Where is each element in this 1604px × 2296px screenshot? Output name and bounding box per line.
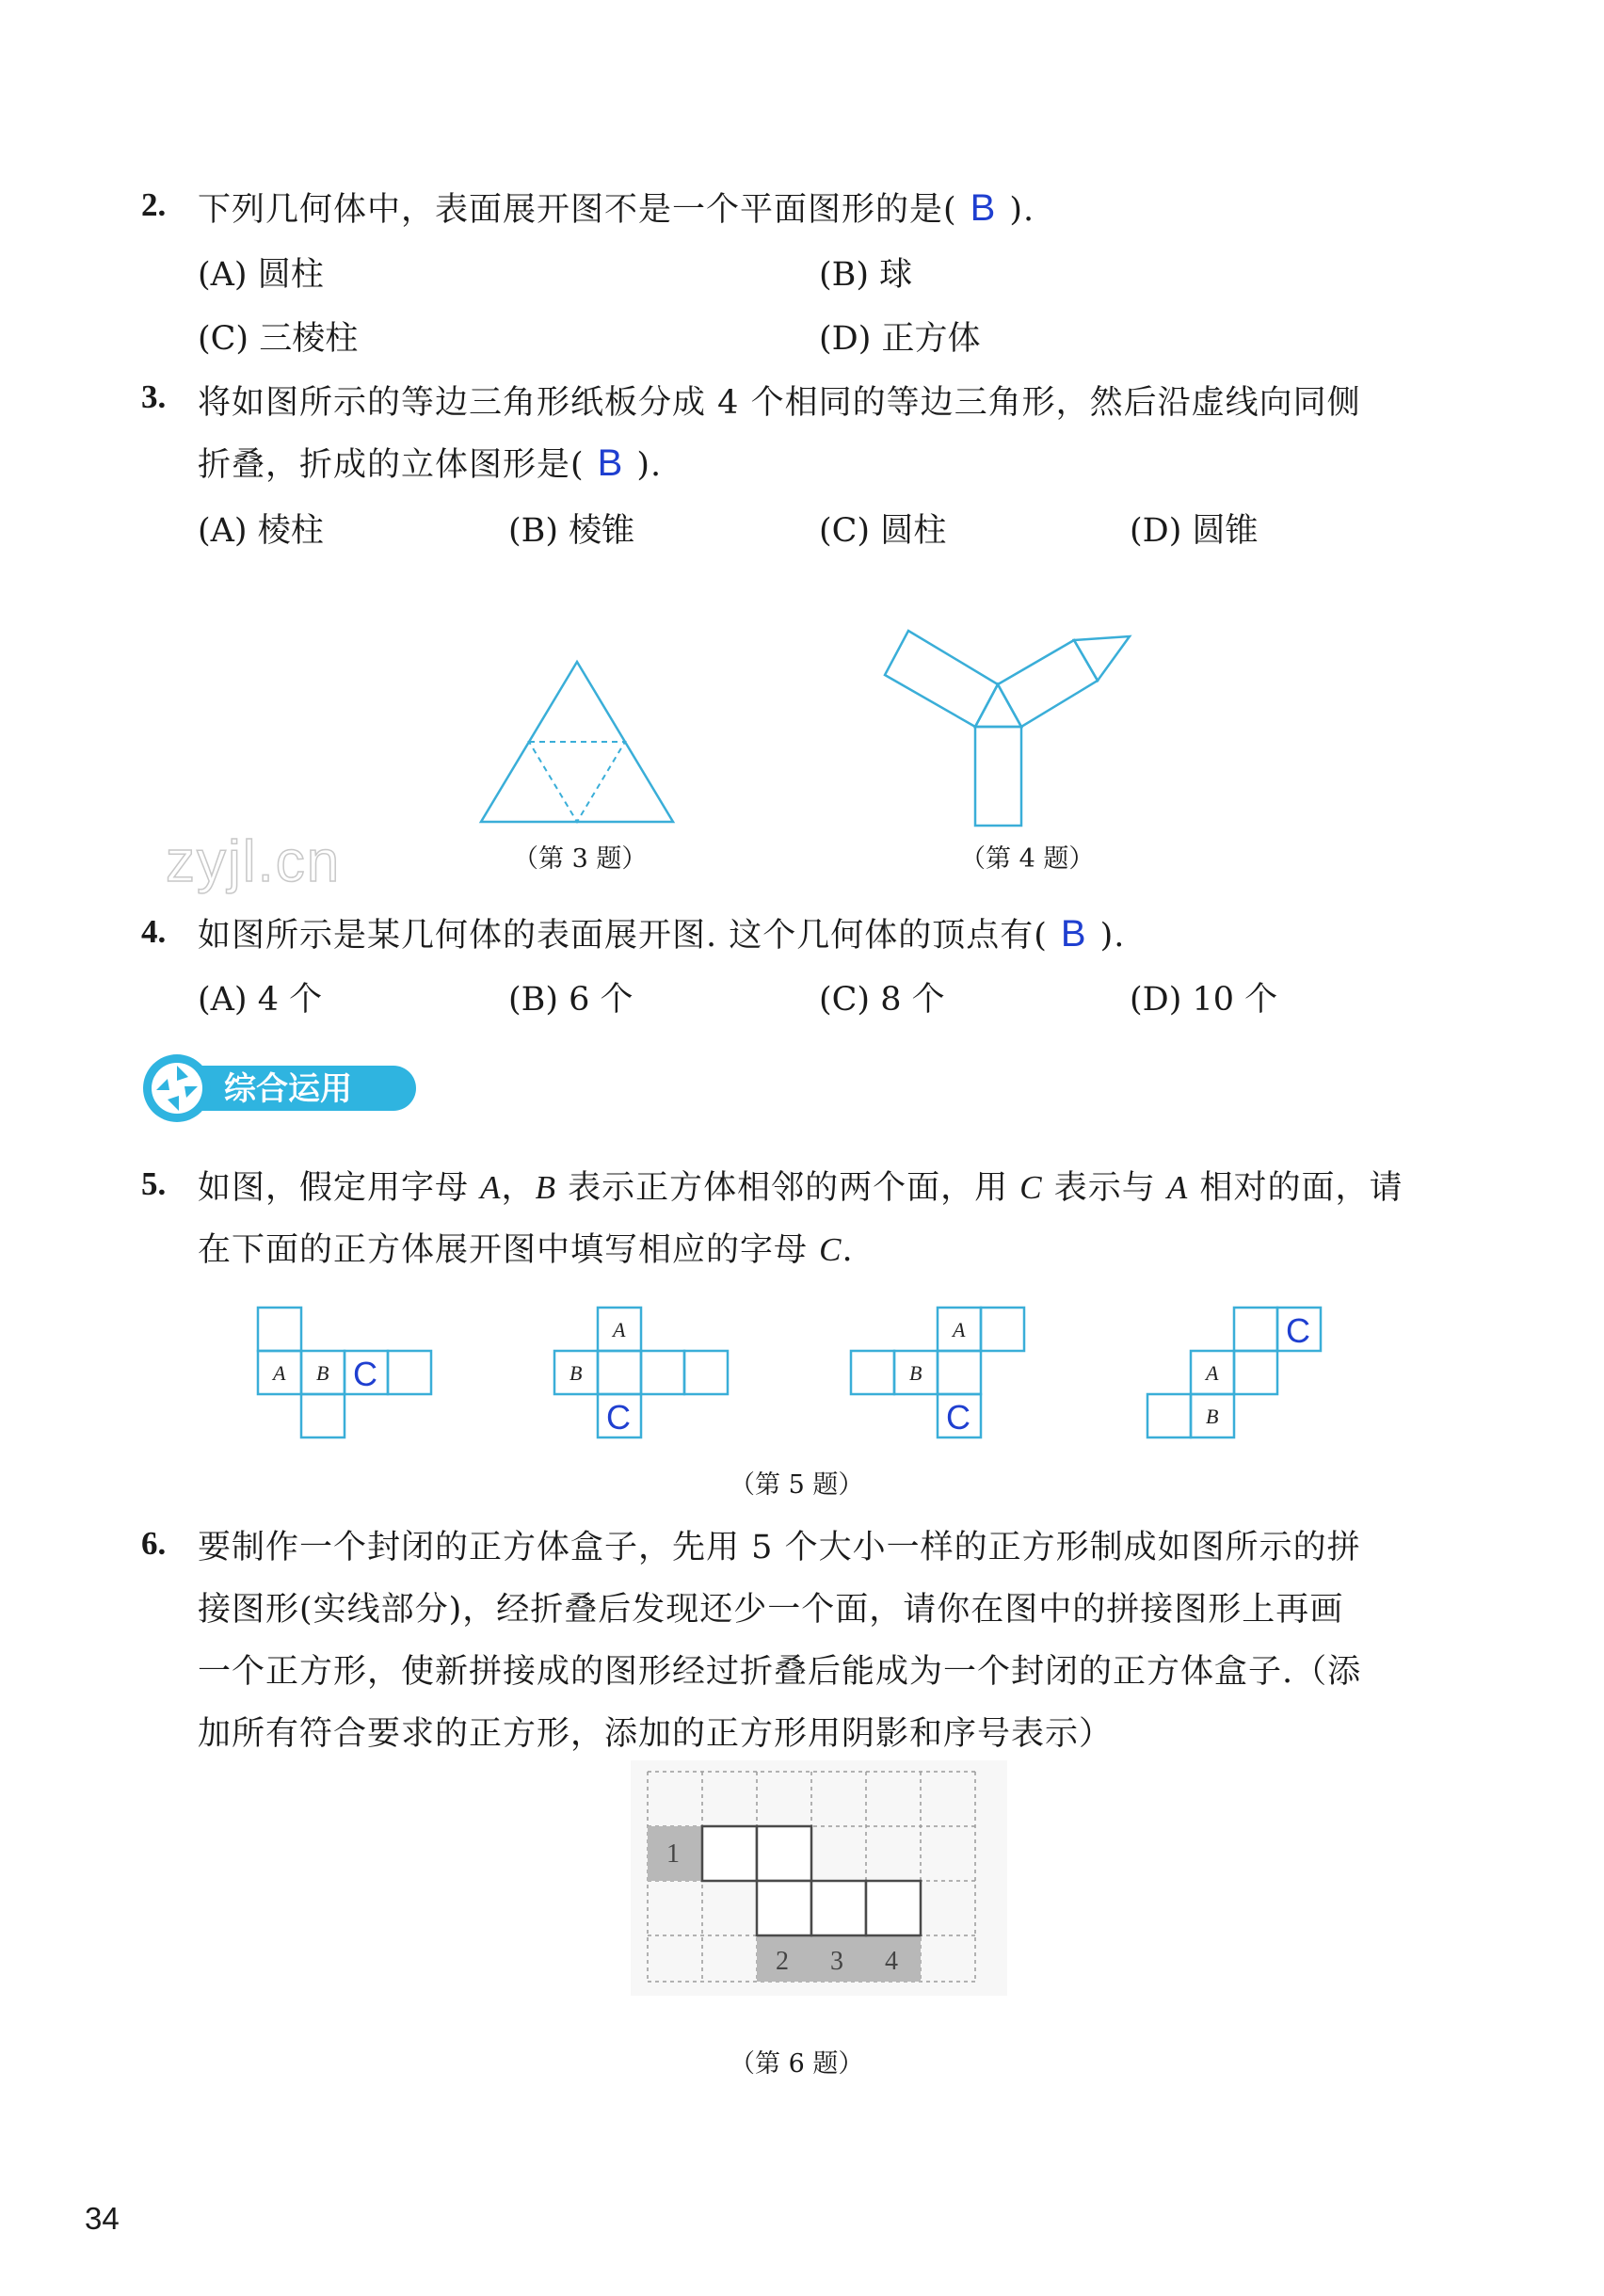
section-banner-shape [141, 1052, 424, 1124]
q5-net-1-answer: C [353, 1355, 377, 1393]
q5-net-2-answer: C [606, 1398, 631, 1437]
q3-line1 [198, 377, 1361, 424]
q2-option-b: (B) 球 [819, 256, 913, 294]
q6-line1 [198, 1521, 1361, 1568]
q3-line1-number: 4 [717, 384, 740, 422]
q5-text-5: 在下面的正方体展开图中填写相应的字母 [198, 1231, 809, 1269]
q3-line2-text: 折叠，折成的立体图形是( [198, 446, 585, 484]
q5-net-3-label-b: B [909, 1361, 922, 1385]
q5-net-3-label-a: A [953, 1318, 966, 1341]
q4-stem-text: 如图所示是某几何体的表面展开图. 这个几何体的顶点有( [198, 917, 1048, 955]
q5-net-4-label-a: A [1206, 1361, 1219, 1385]
q5-net-2-label-a: A [613, 1318, 626, 1341]
q6-text-1: 要制作一个封闭的正方体盒子，先用 [198, 1529, 741, 1566]
q3-triangle-figure [475, 654, 682, 833]
q5-net-1-label-a: A [273, 1361, 286, 1385]
q5-line2 [198, 1224, 854, 1271]
q2-stem-end: ). [1009, 191, 1035, 229]
q6-label-2: 2 [776, 1947, 789, 1976]
q5-comma: ， [501, 1169, 536, 1207]
q5-var-c2: C [819, 1231, 842, 1268]
q5-line1 [198, 1162, 1403, 1209]
q4-number: 4. [141, 913, 167, 950]
q4-stem [198, 909, 1125, 956]
q4-option-b: (B) 6 个 [508, 981, 634, 1019]
q2-answer: B [970, 187, 997, 229]
q5-net-2 [551, 1304, 739, 1445]
q5-net-4-answer: C [1286, 1311, 1310, 1350]
q3-option-d: (D) 圆锥 [1130, 512, 1259, 550]
q3-line1-text-a: 将如图所示的等边三角形纸板分成 [198, 384, 707, 422]
q5-net-1 [254, 1304, 442, 1445]
section-banner [141, 1052, 424, 1128]
q5-number: 5. [141, 1165, 167, 1202]
q3-line2-end: ). [636, 446, 663, 484]
q3-answer: B [597, 442, 624, 484]
q6-label-4: 4 [885, 1947, 898, 1976]
q5-text-4: 相对的面，请 [1199, 1169, 1404, 1207]
q5-caption: （第 5 题） [730, 1470, 864, 1500]
watermark-logo: zyjl.cn [166, 829, 342, 894]
q4-option-c: (C) 8 个 [819, 981, 945, 1019]
q3-line2 [198, 439, 662, 486]
q5-var-a2: A [1166, 1169, 1189, 1206]
q5-var-b: B [535, 1169, 556, 1206]
q6-label-3: 3 [830, 1947, 843, 1976]
q4-option-a: (A) 4 个 [198, 981, 323, 1019]
q6-line4: 加所有符合要求的正方形，添加的正方形用阴影和序号表示） [198, 1715, 1114, 1753]
q3-option-a: (A) 棱柱 [198, 512, 324, 550]
q4-caption: （第 4 题） [960, 844, 1095, 874]
q4-answer: B [1060, 913, 1087, 955]
q5-net-4-label-b: B [1206, 1405, 1219, 1428]
q6-number-five: 5 [751, 1529, 774, 1566]
q5-text-3: 表示与 [1053, 1169, 1156, 1207]
q5-net-3-answer: C [946, 1398, 970, 1437]
q5-var-c: C [1019, 1169, 1043, 1206]
q2-number: 2. [141, 186, 167, 223]
q5-net-4 [1144, 1304, 1332, 1445]
q6-caption: （第 6 题） [730, 2049, 864, 2079]
q6-line2: 接图形(实线部分)，经折叠后发现还少一个面，请你在图中的拼接图形上再画 [198, 1591, 1344, 1629]
section-title: 综合运用 [224, 1070, 352, 1108]
q4-stem-end: ). [1099, 917, 1126, 955]
q6-label-1: 1 [666, 1839, 680, 1869]
q3-option-c: (C) 圆柱 [819, 512, 947, 550]
q4-net-figure [875, 621, 1158, 838]
q5-text-2: 表示正方体相邻的两个面，用 [568, 1169, 1009, 1207]
q5-net-1-label-b: B [316, 1361, 329, 1385]
q4-option-d: (D) 10 个 [1130, 981, 1278, 1019]
q3-option-b: (B) 棱锥 [508, 512, 635, 550]
q2-option-a: (A) 圆柱 [198, 256, 324, 294]
q2-option-d: (D) 正方体 [819, 320, 981, 358]
q6-text-2: 个大小一样的正方形制成如图所示的拼 [784, 1529, 1361, 1566]
q6-number: 6. [141, 1525, 167, 1562]
q6-line3: 一个正方形，使新拼接成的图形经过折叠后能成为一个封闭的正方体盒子.（添 [198, 1653, 1362, 1691]
q3-caption: （第 3 题） [513, 844, 648, 874]
q2-stem-text: 下列几何体中，表面展开图不是一个平面图形的是( [198, 191, 957, 229]
q3-line1-text-b: 个相同的等边三角形，然后沿虚线向同侧 [750, 384, 1361, 422]
q5-var-a: A [480, 1169, 502, 1206]
page-number: 34 [85, 2201, 120, 2236]
q5-text-1: 如图，假定用字母 [198, 1169, 470, 1207]
q5-net-2-label-b: B [569, 1361, 583, 1385]
q5-period: . [842, 1231, 854, 1269]
q3-number: 3. [141, 378, 167, 415]
q2-option-c: (C) 三棱柱 [198, 320, 359, 358]
q2-stem [198, 184, 1035, 231]
q6-grid-figure [631, 1760, 1007, 1996]
q5-net-3 [847, 1304, 1035, 1445]
